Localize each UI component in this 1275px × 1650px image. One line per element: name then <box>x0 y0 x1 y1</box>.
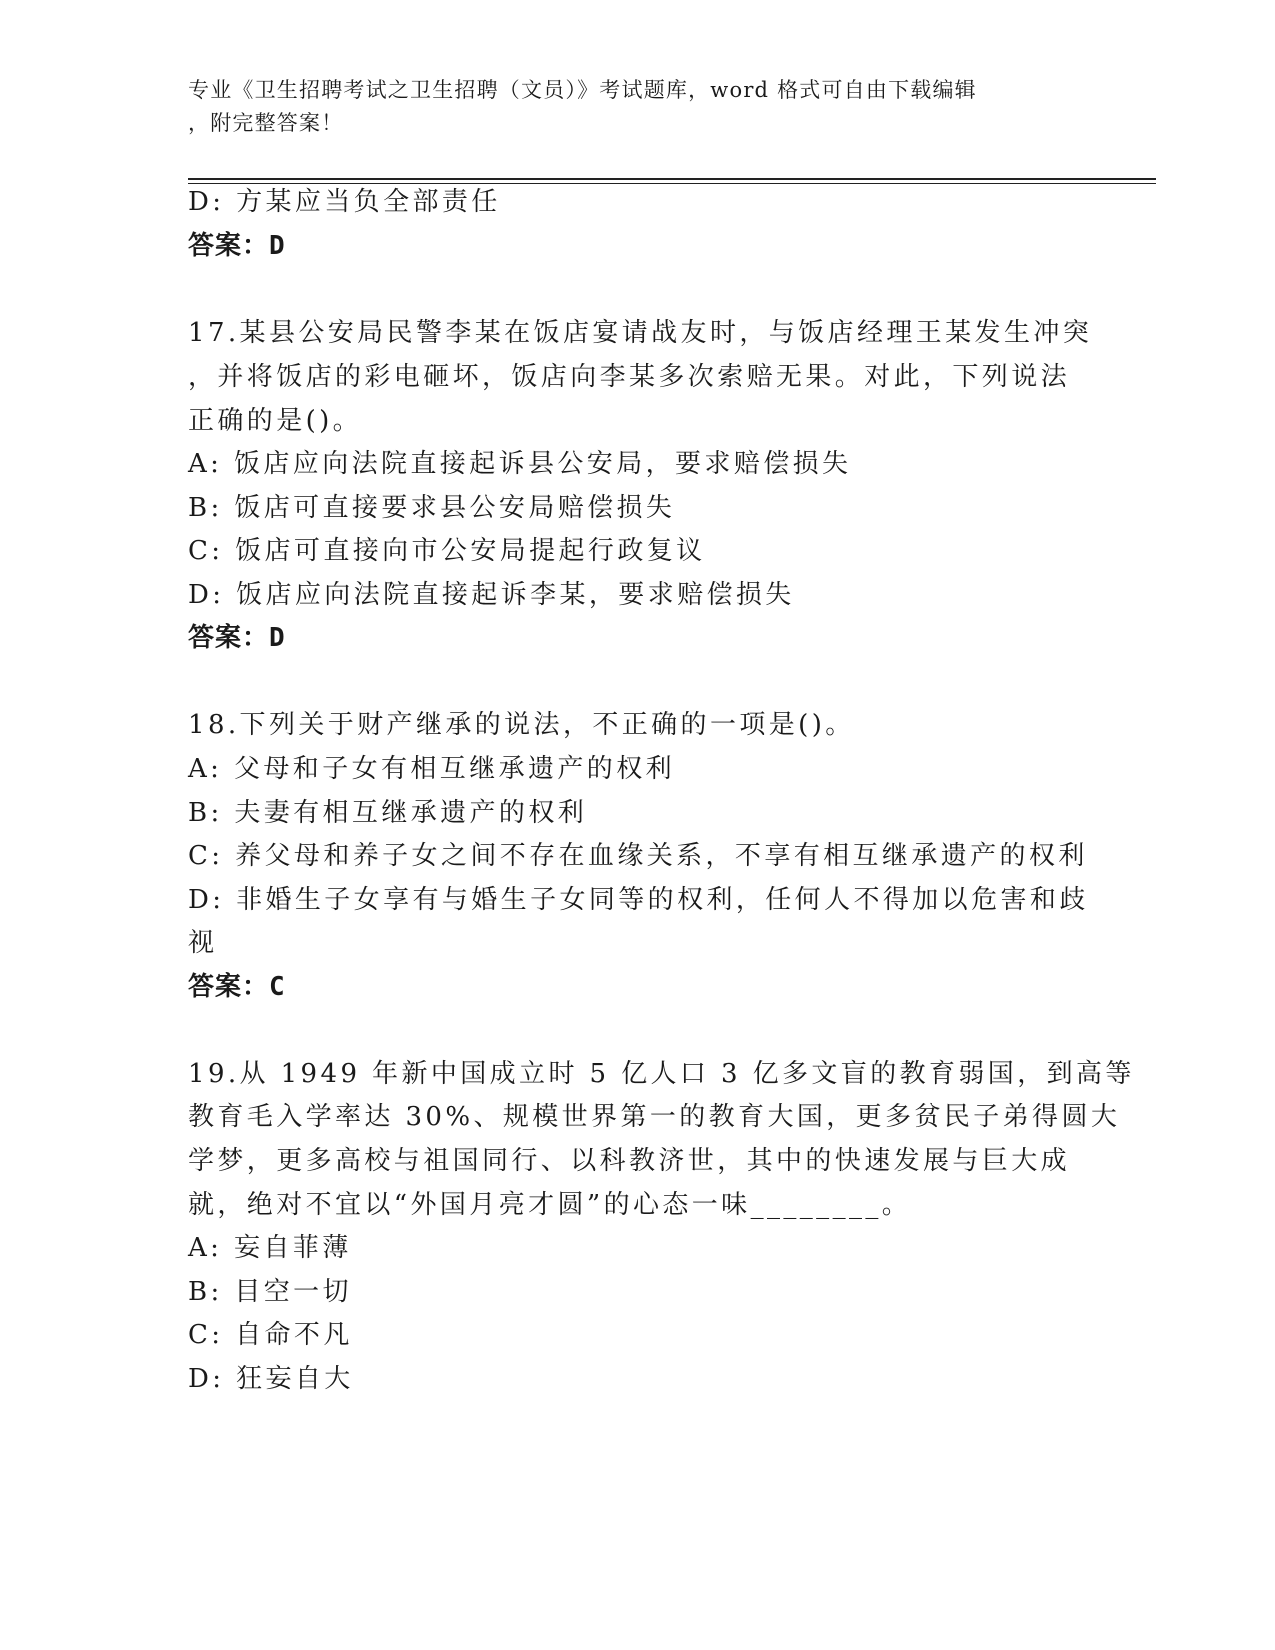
q19-stem-line-2: 教育毛入学率达 30%、规模世界第一的教育大国，更多贫民子弟得圆大 <box>188 1102 1121 1132</box>
q18-option-a: A: 父母和子女有相互继承遗产的权利 <box>188 754 676 784</box>
header-divider-thin <box>188 183 1156 184</box>
q17-option-a: A: 饭店应向法院直接起诉县公安局，要求赔偿损失 <box>188 449 852 479</box>
q17-stem-line-2: ，并将饭店的彩电砸坏，饭店向李某多次索赔无果。对此，下列说法 <box>188 362 1071 392</box>
header-divider-thick <box>188 178 1156 180</box>
header-line-1: 专业《卫生招聘考试之卫生招聘（文员）》考试题库，word 格式可自由下载编辑 <box>188 78 977 102</box>
q16-option-d: D: 方某应当负全部责任 <box>188 187 501 217</box>
answer-label: 答案： <box>188 972 270 1002</box>
q18-option-d-cont: 视 <box>188 928 218 958</box>
q18-option-b: B: 夫妻有相互继承遗产的权利 <box>188 798 588 828</box>
header-line-2: ，附完整答案！ <box>188 111 344 135</box>
answer-value: C <box>269 972 286 1002</box>
q17-option-b: B: 饭店可直接要求县公安局赔偿损失 <box>188 493 676 523</box>
q17-stem-line-1: 17.某县公安局民警李某在饭店宴请战友时，与饭店经理王某发生冲突 <box>188 318 1093 348</box>
answer-value: D <box>269 231 286 261</box>
q19-stem-line-1: 19.从 1949 年新中国成立时 5 亿人口 3 亿多文盲的教育弱国，到高等 <box>188 1059 1135 1089</box>
q19-option-d: D: 狂妄自大 <box>188 1364 354 1394</box>
q19-option-a: A: 妄自菲薄 <box>188 1233 352 1263</box>
q18-answer <box>188 970 1088 1004</box>
q17-answer <box>188 621 1088 655</box>
q16-answer <box>188 229 1088 263</box>
q17-option-c: C: 饭店可直接向市公安局提起行政复议 <box>188 536 706 566</box>
page-header <box>188 74 1088 140</box>
answer-value: D <box>269 623 286 653</box>
q17-option-d: D: 饭店应向法院直接起诉李某，要求赔偿损失 <box>188 580 795 610</box>
q19-option-b: B: 目空一切 <box>188 1277 352 1307</box>
q19-option-c: C: 自命不凡 <box>188 1320 353 1350</box>
q19-stem-line-4: 就，绝对不宜以“外国月亮才圆”的心态一味________。 <box>188 1190 912 1220</box>
q18-option-c: C: 养父母和养子女之间不存在血缘关系，不享有相互继承遗产的权利 <box>188 841 1088 871</box>
q18-stem-line-1: 18.下列关于财产继承的说法，不正确的一项是()。 <box>188 710 855 740</box>
answer-label: 答案： <box>188 231 270 261</box>
answer-label: 答案： <box>188 623 270 653</box>
q19-stem-line-3: 学梦，更多高校与祖国同行、以科教济世，其中的快速发展与巨大成 <box>188 1146 1071 1176</box>
q17-stem-line-3: 正确的是()。 <box>188 406 363 436</box>
q18-option-d: D: 非婚生子女享有与婚生子女同等的权利，任何人不得加以危害和歧 <box>188 885 1089 915</box>
